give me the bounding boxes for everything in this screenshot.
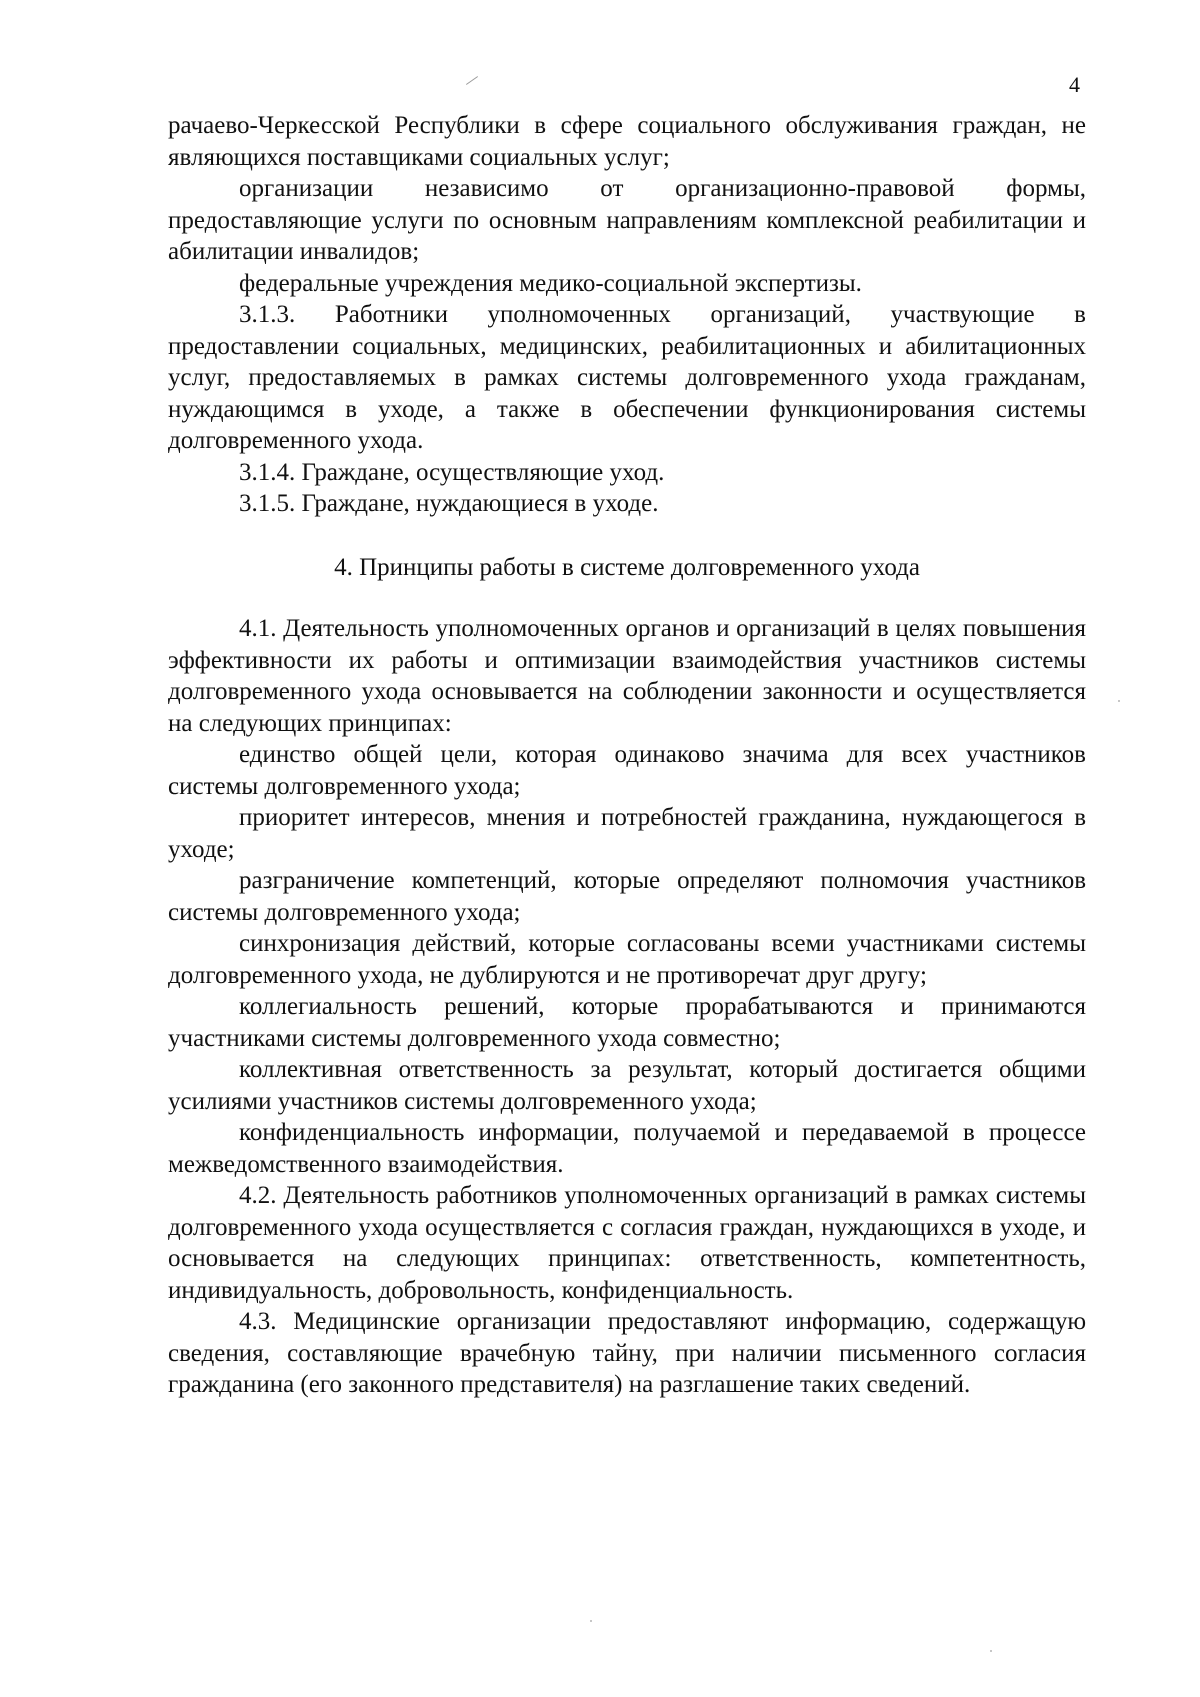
section-heading: 4. Принципы работы в системе долговременного ухода — [334, 553, 920, 581]
paragraph-organizations: организации независимо от организационно-правовой формы, предоставляющие услуги по основным направлениям комплексной реабилитации и абилитации инвалидов; — [168, 175, 1086, 265]
page-number: 4 — [1069, 72, 1080, 97]
paragraph-continuation: рачаево-Черкесской Республики в сфере социального обслуживания граждан, не являющихся поставщиками социальных услуг; — [168, 112, 1086, 171]
paragraph-4-2: 4.2. Деятельность работников уполномоченных организаций в рамках системы долговременного ухода осуществляется с согласия граждан, нуждающихся в уходе, и основывается на следующих принципах: ответственность, компетентность, индивидуальность, добровольность, конфиденциальность. — [168, 1182, 1086, 1304]
scan-speck — [990, 1650, 992, 1652]
principle-synchronization: синхронизация действий, которые согласованы всеми участниками системы долговременного ухода, не дублируются и не противоречат друг другу; — [168, 930, 1086, 989]
principle-collegiality: коллегиальность решений, которые прорабатываются и принимаются участниками системы долговременного ухода совместно; — [168, 993, 1086, 1052]
principle-confidentiality: конфиденциальность информации, получаемой и передаваемой в процессе межведомственного взаимодействия. — [168, 1119, 1086, 1178]
paragraph-3-1-4: 3.1.4. Граждане, осуществляющие уход. — [239, 458, 665, 486]
principle-priority-of-interests: приоритет интересов, мнения и потребностей гражданина, нуждающегося в уходе; — [168, 804, 1086, 863]
page-body — [168, 110, 1086, 1401]
paragraph-federal-institutions: федеральные учреждения медико-социальной экспертизы. — [239, 269, 862, 297]
paragraph-4-3: 4.3. Медицинские организации предоставляют информацию, содержащую сведения, составляющие врачебную тайну, при наличии письменного согласия гражданина (его законного представителя) на разглашение таких сведений. — [168, 1308, 1086, 1398]
scan-mark — [466, 76, 478, 85]
principle-collective-responsibility: коллективная ответственность за результат, который достигается общими усилиями участников системы долговременного ухода; — [168, 1056, 1086, 1115]
paragraph-4-1: 4.1. Деятельность уполномоченных органов и организаций в целях повышения эффективности их работы и оптимизации взаимодействия участников системы долговременного ухода основывается на соблюдении законности и осуществляется на следующих принципах: — [168, 615, 1086, 737]
scan-speck — [590, 1620, 592, 1622]
scan-speck — [1118, 700, 1120, 702]
principle-division-of-competences: разграничение компетенций, которые определяют полномочия участников системы долговременного ухода; — [168, 867, 1086, 926]
principle-unity-of-goal: единство общей цели, которая одинаково значима для всех участников системы долговременного ухода; — [168, 741, 1086, 800]
paragraph-3-1-3: 3.1.3. Работники уполномоченных организаций, участвующие в предоставлении социальных, медицинских, реабилитационных и абилитационных услуг, предоставляемых в рамках системы долговременного ухода гражданам, нуждающимся в уходе, а также в обеспечении функционирования системы долговременного ухода. — [168, 301, 1086, 454]
paragraph-3-1-5: 3.1.5. Граждане, нуждающиеся в уходе. — [239, 490, 659, 517]
